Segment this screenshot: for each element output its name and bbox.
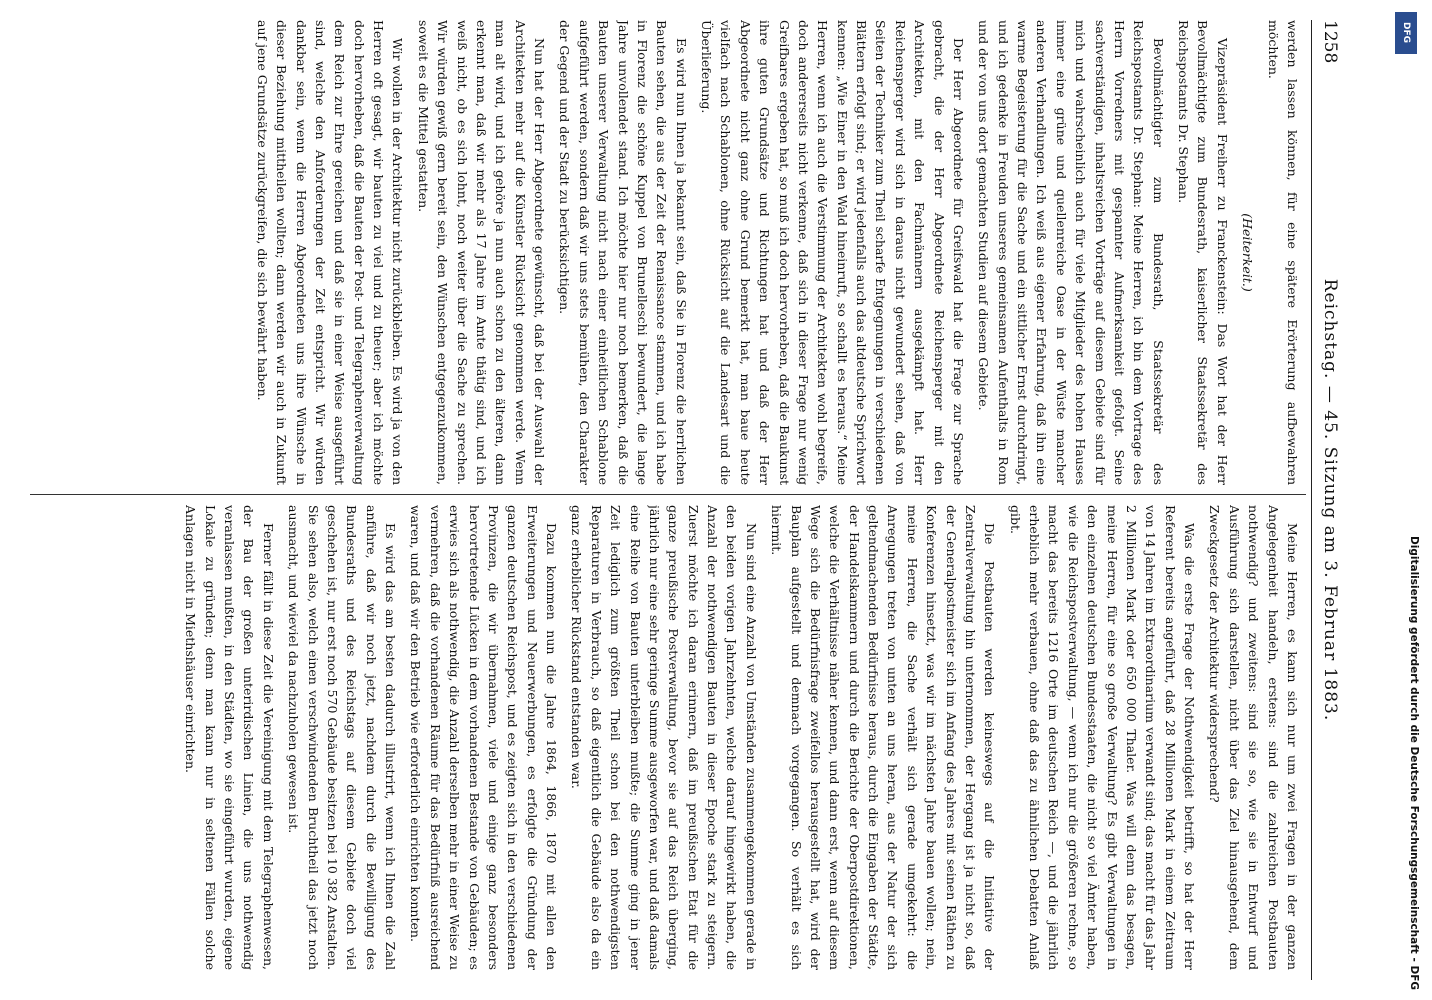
paragraph: Nun sind eine Anzahl von Umständen zusammengekommen gerade in den beiden vorigen Jahrzehnten, welche darauf hingewirkt haben, die Anzahl der nothwendigen Bauten in dieser Epoche stark zu steigern. Zuerst möchte ich daran erinnern, daß im preußischen Etat für die ganze preußische Postverwaltung, bevor sie auf das Reich überging, jährlich nur eine sehr geringe Summe ausgeworfen war, und daß damals eine Reihe von Bauten unterbleiben mußte; die Summe ging in jener Zeit lediglich zum größten Theil schon bei den nothwendigsten Reparaturen in Verbrauch, so daß eigentlich die Gebäude also da ein ganz erheblicher Rückstand entstanden war. xyxy=(569,505,759,970)
paragraph: werden lassen können, für eine spätere Erörterung aufbewahren möchten. xyxy=(1265,20,1300,485)
paragraph: Wir wollen in der Architektur nicht zurückbleiben. Es wird ja von den Herren oft gesagt, wir bauten zu viel und zu theuer; aber ich möchte doch hervorheben, daß die Bauten der Post- und Telegraphenverwaltung dem Reich zur Ehre gereichen und daß sie in einer Weise ausgeführt sind, welche den Anforderungen der Zeit entspricht. Wir würden dankbar sein, wenn die Herren Abgeordneten uns ihre Wünsche in dieser Beziehung mittheilen wollten; dann werden wir auch in Zukunft auf jene Grundsätze zurückgreifen, die sich bewährt haben. xyxy=(254,20,406,485)
paragraph: Es wird das am besten dadurch illustrirt, wenn ich Ihnen die Zahl anführe, daß wir noch jetzt, nachdem durch die Bewilligung des Bundesraths und des Reichstags auf diesem Gebiete doch viel geschehen ist, nur erst noch 570 Gebäude besitzen bei 10 382 Anstalten. Sie sehen also, welch einen verschwindenden Bruchtheil das jetzt noch ausmacht, und wieviel da nachzuholen gewesen ist. xyxy=(286,505,399,970)
paragraph: Der Herr Abgeordnete für Greifswald hat die Frage zur Sprache gebracht, die der Herr Abgeordnete Reichensperger mit den Architekten, mit den Fachmännern ausgekämpft hat. Herr Reichensperger wird sich in daraus nicht gewundert sehen, daß von Seiten der Techniker zum Theil scharfe Entgegnungen in verschiedenen Blättern erfolgt sind; er wird jedenfalls auch das altdeutsche Sprichwort kennen: „Wie Einer in den Wald hineinruft, so schallt es heraus.“ Meine Herren, wenn ich auch die Verstimmung der Architekten wohl begreife, doch andererseits nicht verkenne, daß sich in dieser Frage nur wenig Greifbares ergeben hat, so muß ich doch hervorheben, daß die Baukunst ihre guten Grundsätze und Richtungen hat und daß der Herr Abgeordnete nicht ganz ohne Grund bemerkt hat, man baue heute vielfach nach Schablonen, ohne Rücksicht auf die Landesart und die Überlieferung. xyxy=(699,20,966,485)
column-divider xyxy=(30,494,1306,495)
paragraph: Was die erste Frage der Nothwendigkeit betrifft, so hat der Herr Referent bereits angeführt, daß 28 Millionen Mark in einem Zeitraum von 14 Jahren im Extraordinarium verwandt sind; das macht für das Jahr 2 Millionen Mark oder 650 000 Thaler. Was will denn das besagen, meine Herren, für eine so große Verwaltung? Es gibt Verwaltungen in den einzelnen deutschen Bundesstaaten, die nicht so viel Ämter haben, wie die Reichspostverwaltung, — wenn ich nur die größeren rechne, so macht das bereits 1216 Orte im deutschen Reich —, und die jährlich erheblich mehr verbauen, ohne daß das zu ähnlichen Debatten Anlaß gibt. xyxy=(1007,505,1198,970)
page-header xyxy=(1311,20,1350,980)
paragraph: Die Postbauten werden keineswegs auf die Initiative der Zentralverwaltung hin unternommen, der Hergang ist ja nicht so, daß der Generalpostmeister sich im Anfang des Jahres mit seinen Räthen zu Konferenzen hinsetzt, was wir im nächsten Jahre bauen wollen; nein, meine Herren, die Sache verhält sich gerade umgekehrt: die Anregungen treten von unten an uns heran, aus der Natur der sich geltendmachenden Bedürfnisse heraus, durch die Eingaben der Städte, der Handelskammern und durch die Berichte der Oberpostdirektionen, welche die Verhältnisse näher kennen, und dann erst, wenn auf diesem Wege sich die Bedürfnisfrage zweifellos herausgestellt hat, wird der Bauplan aufgestellt und demnach vorgegangen. So verhält es sich hiermit. xyxy=(769,505,998,970)
paragraph: Meine Herren, es kann sich nur um zwei Fragen in der ganzen Angelegenheit handeln, erstens: sind die zahlreichen Postbauten nothwendig? und zweitens: sind sie so, wie sie in Entwurf und Ausführung sich darstellen, nicht über das Ziel hinausgehend, dem Zweckgesetz der Architektur widersprechend? xyxy=(1207,505,1300,970)
paragraph: Vizepräsident Freiherr zu Franckenstein: Das Wort hat der Herr Bevollmächtigte zum Bundesrath, kaiserlicher Staatssekretär des Reichspostamts Dr. Stephan. xyxy=(1176,20,1230,485)
dfg-sidebar xyxy=(1392,10,1432,990)
paragraph: Nun hat der Herr Abgeordnete gewünscht, daß bei der Auswahl der Architekten mehr auf die Künstler Rücksicht genommen werde. Wenn man alt wird, und ich gehöre ja nun auch schon zu den älteren, dann erkennt man, daß wir mehr als 17 Jahre im Amte thätig sind, und ich weiß nicht, ob es sich lohnt, noch weiter über die Sache zu sprechen. Wir würden gewiß gern bereit sein, den Wünschen entgegenzukommen, soweit es die Mittel gestatten. xyxy=(415,20,548,485)
interjection: (Heiterkeit.) xyxy=(1240,213,1256,292)
page-number: 1258 xyxy=(1320,20,1340,64)
page-title: Reichstag. — 45. Sitzung am 3. Februar 1883. xyxy=(1320,278,1340,722)
paragraph: Bevollmächtigter zum Bundesrath, Staatssekretär des Reichspostamts Dr. Stephan: Meine Herren, ich bin dem Vortrage des Herrn Vorredners mit gespannter Aufmerksamkeit gefolgt. Seine sachverständigen, inhaltsreichen Vorträge auf diesem Gebiete sind für mich und wahrscheinlich auch für viele Mitglieder des hohen Hauses immer eine grüne und quellenreiche Oase in der Wüste mancher anderen Verhandlungen. Ich weiß aus eigener Erfahrung, daß ihn eine warme Begeisterung für die Sache und ein sittlicher Ernst durchdringt, und ich gedenke in Freuden unseres gemeinsamen Aufenthalts in Rom und der von uns dort gemachten Studien auf diesem Gebiete. xyxy=(976,20,1166,485)
paragraph: Es wird nun Ihnen ja bekannt sein, daß Sie in Florenz die herrlichen Bauten sehen, die aus der Zeit der Renaissance stammen, und ich habe in Florenz die schöne Kuppel von Brunelleschi bewundert, die lange Jahre unvollendet stand. Ich möchte hier nur noch bemerken, daß die Bauten unserer Verwaltung nicht nach einer einheitlichen Schablone aufgeführt werden, sondern daß wir uns stets bemühen, den Charakter der Gegend und der Stadt zu berücksichtigen. xyxy=(557,20,689,485)
right-column xyxy=(30,505,1302,970)
paragraph: Dazu kommen nun die Jahre 1864, 1866, 1870 mit allen den Erweiterungen und Neuerwerbungen, es erfolgte die Gründung der ganzen deutschen Reichspost, und es zeigten sich in den verschiedenen Provinzen, die wir übernahmen, viele und einige ganz besonders hervortretende Lücken in dem vorhandenen Bestande von Gebäuden; es erwies sich als nothwendig, die Anzahl derselben mehr in einer Weise zu vermehren, daß die vorhandenen Räume für das Bedürfniß ausreichend waren, und daß wir den Betrieb wie erforderlich einrichten konnten. xyxy=(408,505,560,970)
scanned-page xyxy=(20,20,1350,980)
left-column xyxy=(30,20,1302,485)
dfg-logo: DFG xyxy=(1395,12,1417,54)
paragraph: Ferner fällt in diese Zeit die Vereinigung mit dem Telegraphenwesen, der Bau der großen unterirdischen Linien, die uns nothwendig veranlassen mußten, in den Städten, wo sie eingeführt wurden, eigene Lokale zu gründen; denn man kann nur in seltenen Fällen solche Anlagen nicht in Miethshäuser einrichten. xyxy=(183,505,276,970)
digitization-credit: Digitalisierung gefördert durch die Deutsche Forschungsgemeinschaft - DFG xyxy=(1408,536,1420,990)
